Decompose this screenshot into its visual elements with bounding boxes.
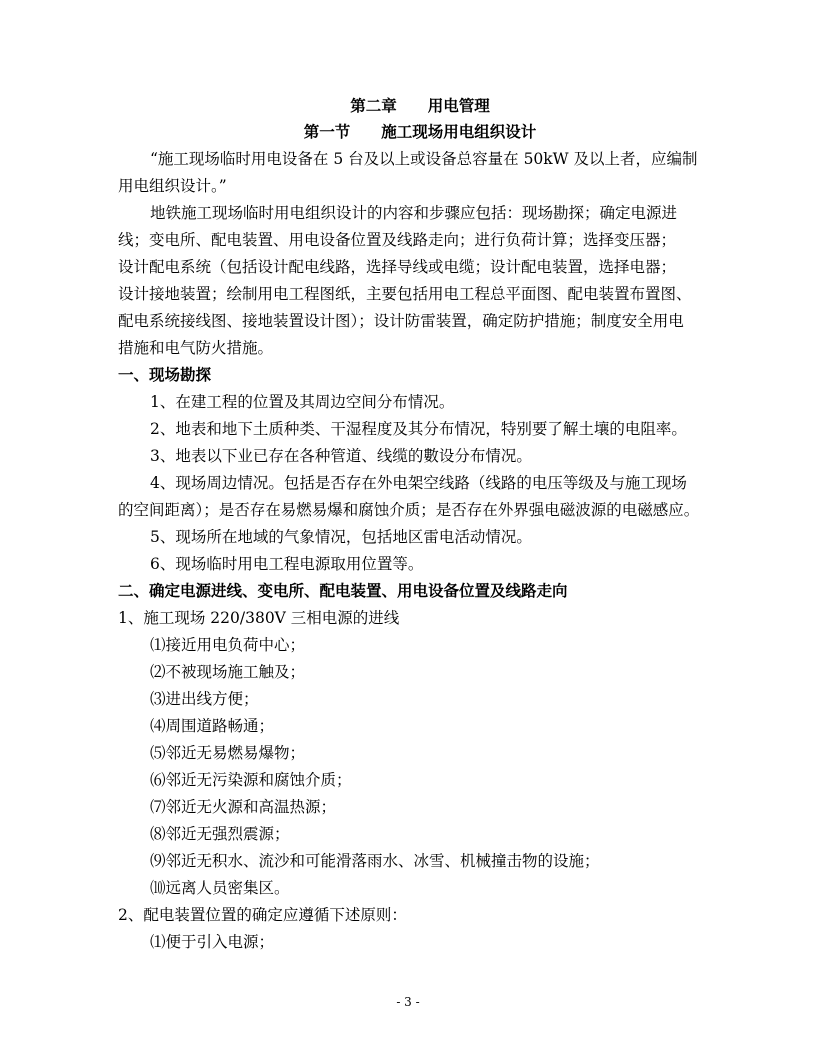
subheading-power-inlet: 1、施工现场 220/380V 三相电源的进线	[118, 609, 400, 627]
survey-item-2: 2、地表和地下土质种类、干湿程度及其分布情况，特别要了解土壤的电阻率。	[150, 420, 687, 438]
survey-item-3: 3、地表以下业已存在各种管道、线缆的數设分布情况。	[150, 447, 532, 465]
inlet-item-6: ⑹邻近无污染源和腐蚀介质；	[150, 771, 352, 789]
intro-line-4: 设计接地装置；绘制用电工程图纸，主要包括用电工程总平面图、配电装置布置图、	[118, 285, 692, 303]
inlet-item-5: ⑸邻近无易燃易爆物；	[150, 744, 306, 762]
inlet-item-8: ⑻邻近无强烈震源；	[150, 825, 290, 843]
inlet-item-4: ⑷周围道路畅通；	[150, 717, 275, 735]
intro-line-3: 设计配电系统（包括设计配电线路，选择导线或电缆；设计配电装置，选择电器；	[118, 258, 677, 276]
quote-line-2: 用电组织设计。”	[118, 177, 227, 195]
survey-item-4-cont: 的空间距离）；是否存在易燃易爆和腐蚀介质；是否存在外界强电磁波源的电磁感应。	[118, 501, 700, 519]
subheading-distribution-position: 2、配电装置位置的确定应遵循下述原则：	[118, 906, 407, 924]
chapter-title: 第二章 用电管理	[350, 96, 490, 115]
quote-line-1: “施工现场临时用电设备在 5 台及以上或设备总容量在 50kW 及以上者，应编制	[150, 150, 698, 168]
inlet-item-10: ⑽远离人员密集区。	[150, 879, 290, 897]
inlet-item-1: ⑴接近用电负荷中心；	[150, 636, 306, 654]
section-title: 第一节 施工现场用电组织设计	[303, 122, 537, 141]
intro-line-6: 措施和电气防火措施。	[118, 339, 274, 357]
intro-line-1: 地铁施工现场临时用电组织设计的内容和步骤应包括：现场勘探；确定电源进	[150, 204, 678, 222]
distribution-item-1: ⑴便于引入电源；	[150, 933, 275, 951]
survey-item-1: 1、在建工程的位置及其周边空间分布情况。	[150, 393, 455, 411]
survey-item-5: 5、现场所在地域的气象情况，包括地区雷电活动情况。	[150, 528, 532, 546]
heading-power-layout: 二、确定电源进线、变电所、配电装置、用电设备位置及线路走向	[118, 581, 568, 600]
page-number: - 3 -	[396, 995, 420, 1009]
intro-line-5: 配电系统接线图、接地装置设计图）；设计防雷装置，确定防护措施；制度安全用电	[118, 312, 684, 330]
survey-item-4: 4、现场周边情况。包括是否存在外电架空线路（线路的电压等级及与施工现场	[150, 474, 687, 492]
intro-line-2: 线；变电所、配电装置、用电设备位置及线路走向；进行负荷计算；选择变压器；	[118, 231, 677, 249]
survey-item-6: 6、现场临时用电工程电源取用位置等。	[150, 555, 424, 573]
inlet-item-2: ⑵不被现场施工触及；	[150, 663, 306, 681]
heading-site-survey: 一、现场勘探	[118, 365, 212, 384]
inlet-item-7: ⑺邻近无火源和高温热源；	[150, 798, 337, 816]
inlet-item-9: ⑼邻近无积水、流沙和可能滑落雨水、冰雪、机械撞击物的设施；	[150, 852, 600, 870]
inlet-item-3: ⑶进出线方便；	[150, 690, 259, 708]
